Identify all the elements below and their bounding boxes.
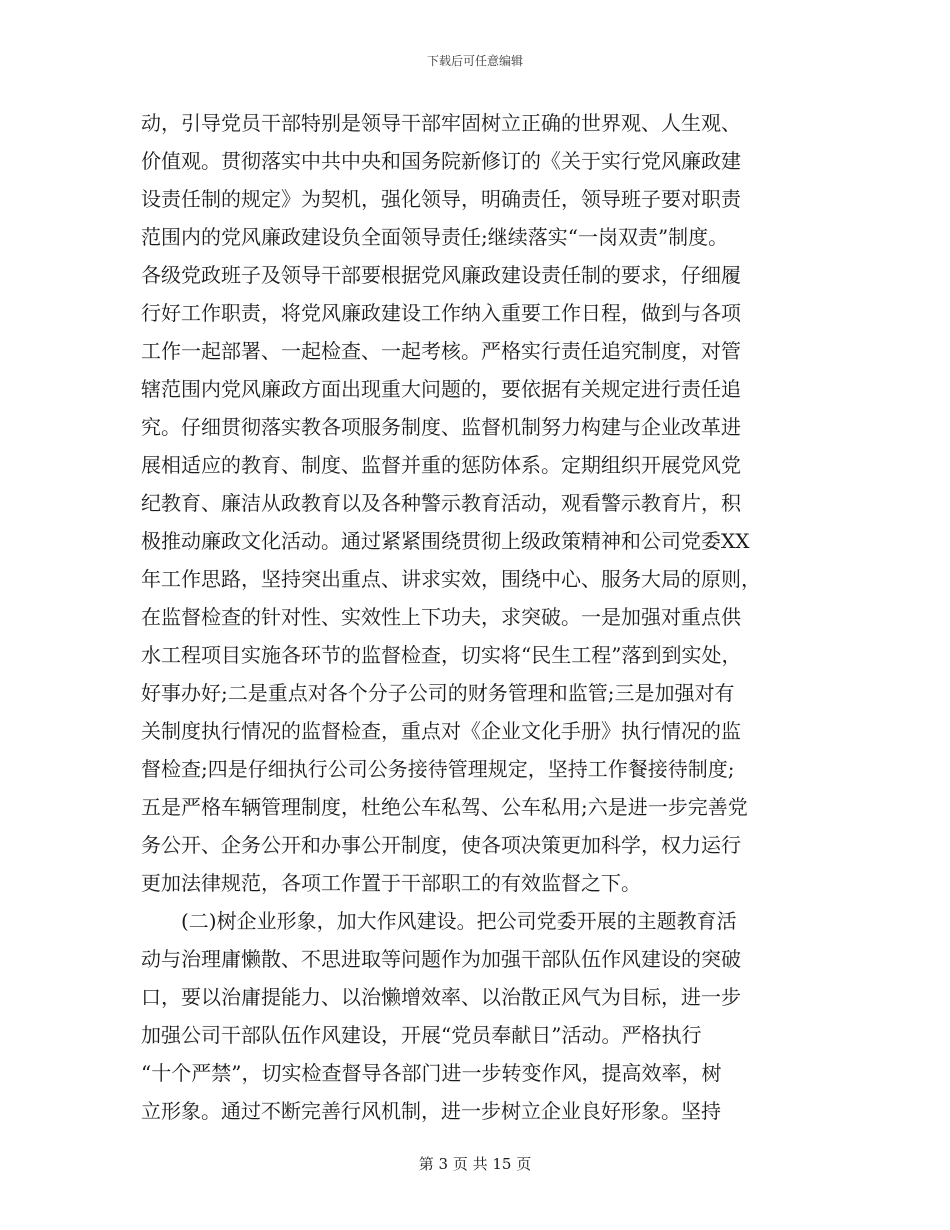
text-line: 年工作思路，坚持突出重点、讲求实效，围绕中心、服务大局的原则， [141, 567, 761, 591]
text-line: 辖范围内党风廉政方面出现重大问题的，要依据有关规定进行责任追 [141, 377, 741, 401]
text-line: 立形象。通过不断完善行风机制，进一步树立企业良好形象。坚持 [141, 1099, 721, 1123]
text-line: “十个严禁”，切实检查督导各部门进一步转变作风，提高效率，树 [141, 1061, 722, 1085]
text-line: 行好工作职责，将党风廉政建设工作纳入重要工作日程，做到与各项 [141, 301, 741, 325]
text-line: 在监督检查的针对性、实效性上下功夫，求突破。一是加强对重点供 [141, 605, 741, 629]
text-line: 加强公司干部队伍作风建设，开展“党员奉献日”活动。严格执行 [141, 1023, 702, 1047]
document-body [141, 104, 811, 1130]
text-line: 动，引导党员干部特别是领导干部牢固树立正确的世界观、人生观、 [141, 111, 741, 135]
text-line: 五是严格车辆管理制度，杜绝公车私驾、公车私用;六是进一步完善党 [141, 795, 748, 819]
text-line: 水工程项目实施各环节的监督检查，切实将“民生工程”落到到实处， [141, 643, 742, 667]
text-line: 展相适应的教育、制度、监督并重的惩防体系。定期组织开展党风党 [141, 453, 741, 477]
text-line: 极推动廉政文化活动。通过紧紧围绕贯彻上级政策精神和公司党委XX [141, 529, 750, 553]
text-line: 动与治理庸懒散、不思进取等问题作为加强干部队伍作风建设的突破 [141, 947, 741, 971]
text-line: 务公开、企务公开和办事公开制度，使各项决策更加科学，权力运行 [141, 833, 741, 857]
text-line: 工作一起部署、一起检查、一起考核。严格实行责任追究制度，对管 [141, 339, 741, 363]
text-line: 好事办好;二是重点对各个分子公司的财务管理和监管;三是加强对有 [141, 681, 735, 705]
text-line: 更加法律规范，各项工作置于干部职工的有效监督之下。 [141, 871, 641, 895]
text-line: 范围内的党风廉政建设负全面领导责任;继续落实“一岗双责”制度。 [141, 225, 729, 249]
text-line: 究。仔细贯彻落实教各项服务制度、监督机制努力构建与企业改革进 [141, 415, 741, 439]
text-line: 督检查;四是仔细执行公司公务接待管理规定，坚持工作餐接待制度; [141, 757, 735, 781]
text-line: 关制度执行情况的监督检查，重点对《企业文化手册》执行情况的监 [141, 719, 741, 743]
text-line: (二)树企业形象，加大作风建设。把公司党委开展的主题教育活 [141, 909, 737, 933]
text-line: 价值观。贯彻落实中共中央和国务院新修订的《关于实行党风廉政建 [141, 149, 741, 173]
text-line: 设责任制的规定》为契机，强化领导，明确责任，领导班子要对职责 [141, 187, 741, 211]
page-number: 第 3 页 共 15 页 [418, 1155, 532, 1173]
text-line: 纪教育、廉洁从政教育以及各种警示教育活动，观看警示教育片，积 [141, 491, 741, 515]
page-header: 下载后可任意编辑 [426, 54, 523, 68]
text-line: 各级党政班子及领导干部要根据党风廉政建设责任制的要求，仔细履 [141, 263, 741, 287]
text-line: 口，要以治庸提能力、以治懒增效率、以治散正风气为目标，进一步 [141, 985, 741, 1009]
